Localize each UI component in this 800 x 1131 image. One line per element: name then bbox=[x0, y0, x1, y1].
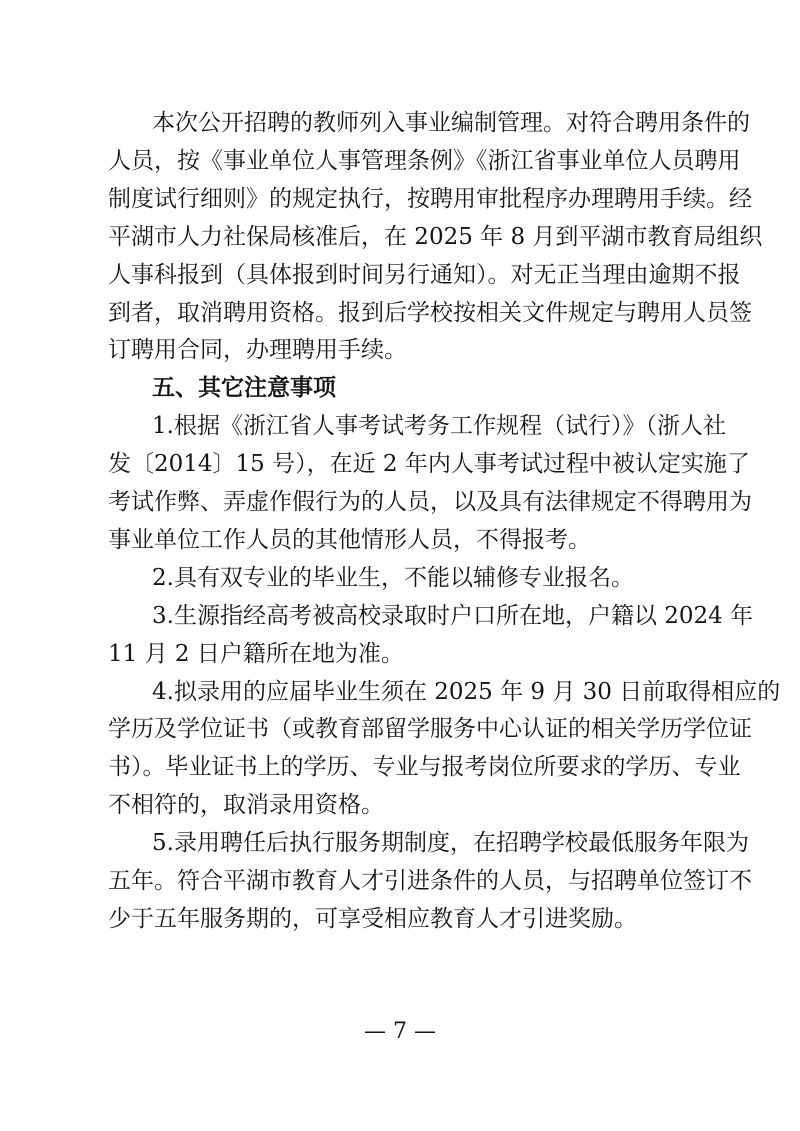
paragraph-line: 不相符的，取消录用资格。 bbox=[108, 792, 384, 818]
paragraph-line: 1.根据《浙江省人事考试考务工作规程（试行）》（浙人社 bbox=[152, 413, 726, 439]
paragraph-line: 少于五年服务期的，可享受相应教育人才引进奖励。 bbox=[108, 906, 637, 932]
paragraph-line: 考试作弊、弄虚作假行为的人员，以及具有法律规定不得聘用为 bbox=[108, 489, 752, 515]
section-heading: 五、其它注意事项 bbox=[152, 375, 336, 401]
paragraph-line: 3.生源指经高考被高校录取时户口所在地，户籍以 2024 年 bbox=[152, 603, 754, 629]
paragraph-line: 本次公开招聘的教师列入事业编制管理。对符合聘用条件的 bbox=[152, 110, 750, 136]
paragraph-line: 2.具有双专业的毕业生，不能以辅修专业报名。 bbox=[152, 565, 634, 591]
paragraph-line: 11 月 2 日户籍所在地为准。 bbox=[108, 641, 404, 667]
paragraph-line: 到者，取消聘用资格。报到后学校按相关文件规定与聘用人员签 bbox=[108, 300, 752, 326]
paragraph-line: 事业单位工作人员的其他情形人员，不得报考。 bbox=[108, 527, 591, 553]
paragraph-line: 书）。毕业证书上的学历、专业与报考岗位所要求的学历、专业 bbox=[108, 754, 741, 780]
paragraph-line: 5.录用聘任后执行服务期制度，在招聘学校最低服务年限为 bbox=[152, 830, 749, 856]
paragraph-line: 五年。符合平湖市教育人才引进条件的人员，与招聘单位签订不 bbox=[108, 868, 752, 894]
paragraph-line: 发〔2014〕15 号），在近 2 年内人事考试过程中被认定实施了 bbox=[108, 451, 750, 477]
paragraph-line: 人事科报到（具体报到时间另行通知）。对无正当理由逾期不报 bbox=[108, 262, 741, 288]
paragraph-line: 制度试行细则》的规定执行，按聘用审批程序办理聘用手续。经 bbox=[108, 186, 752, 212]
paragraph-line: 人员，按《事业单位人事管理条例》《浙江省事业单位人员聘用 bbox=[108, 148, 741, 174]
paragraph-line: 4.拟录用的应届毕业生须在 2025 年 9 月 30 日前取得相应的 bbox=[152, 679, 781, 705]
paragraph-line: 学历及学位证书（或教育部留学服务中心认证的相关学历学位证 bbox=[108, 716, 752, 742]
paragraph-line: 订聘用合同，办理聘用手续。 bbox=[108, 337, 407, 363]
paragraph-line: 平湖市人力社保局核准后，在 2025 年 8 月到平湖市教育局组织 bbox=[108, 224, 763, 250]
page-number: — 7 — bbox=[364, 1019, 436, 1044]
